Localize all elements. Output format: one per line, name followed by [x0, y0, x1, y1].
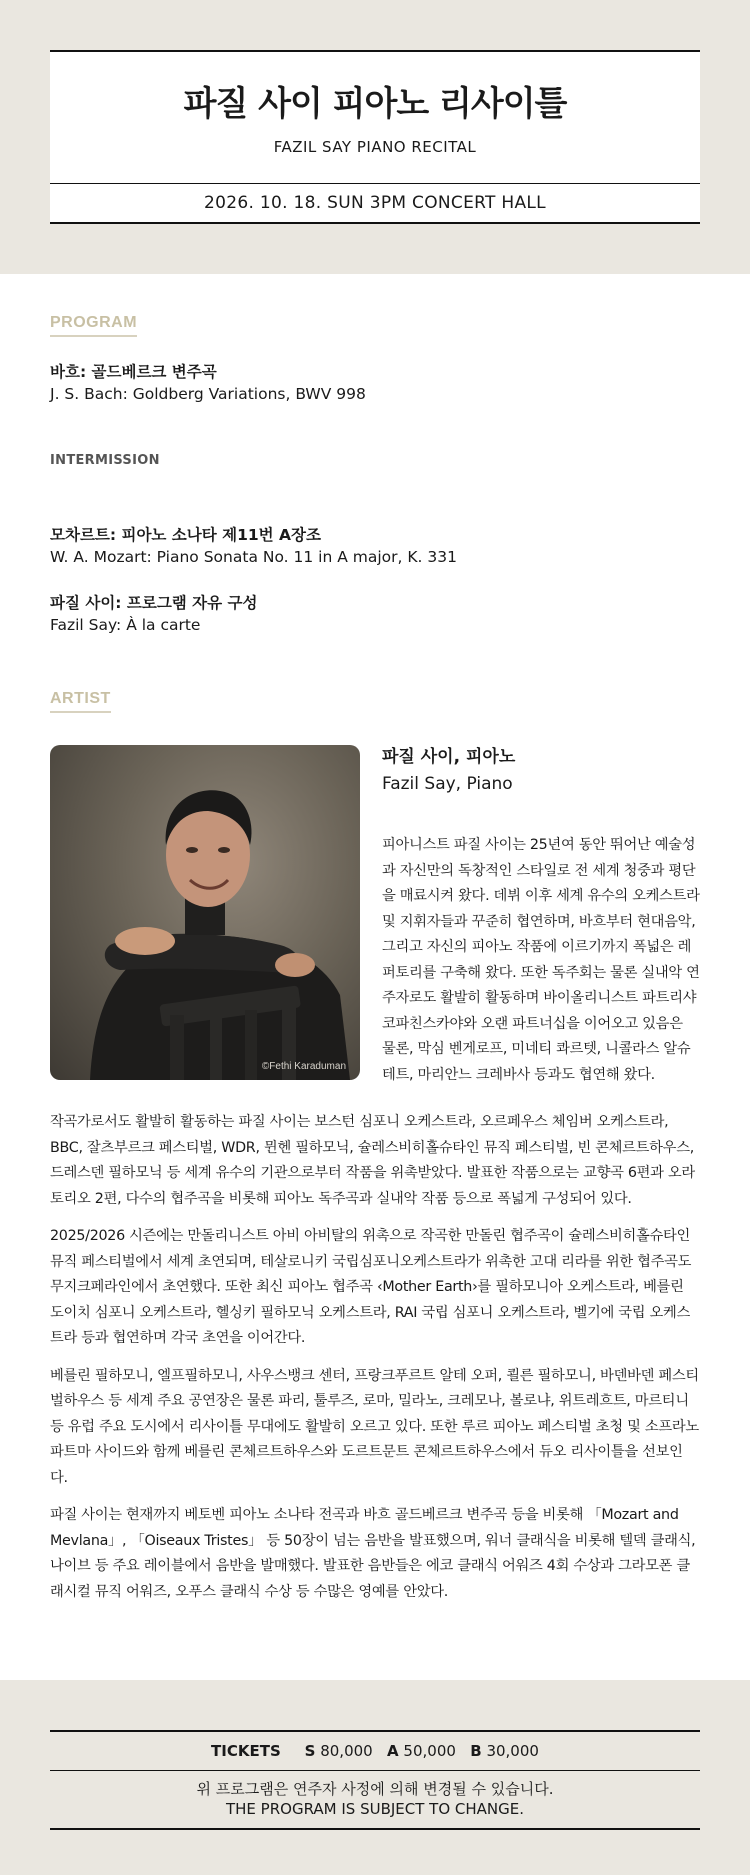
artist-info: [382, 745, 700, 1102]
price-grade: S: [304, 1742, 316, 1760]
ticket-prices: [50, 1732, 700, 1771]
title-korean: 파질 사이 피아노 리사이틀: [183, 84, 567, 124]
program-item: [50, 592, 700, 636]
intermission-label: INTERMISSION: [50, 453, 160, 468]
main-content: [0, 274, 750, 1605]
artist-bio-paragraph: 베를린 필하모니, 엘프필하모니, 사우스뱅크 센터, 프랑크푸르트 알테 오퍼, 쾰른 필하모니, 바덴바덴 페스티벌하우스 등 세계 주요 공연장은 물론 파리, 툴루즈, 로마, 밀라노, 크레모나, 볼로냐, 위트레흐트, 마르티니 등 유럽 주요 도시에서 리사이틀 무대에도 활발히 오르고 있다. 또한 루르 피아노 페스티벌 초청 및 소프라노 파트마 사이드와 함께 베를린 콘체르트하우스와 도르트문트 콘체르트하우스에서 듀오 리사이틀을 선보인다.: [50, 1367, 699, 1486]
price-value: 50,000: [403, 1742, 456, 1760]
ticket-box: [50, 1730, 700, 1830]
artist-label: ARTIST: [50, 690, 111, 713]
header: [0, 0, 750, 274]
title-english: FAZIL SAY PIANO RECITAL: [273, 138, 477, 156]
tickets-label: TICKETS: [211, 1742, 281, 1760]
notice-korean: 위 프로그램은 연주자 사정에 의해 변경될 수 있습니다.: [196, 1780, 554, 1798]
artist-bio-intro: 피아니스트 파질 사이는 25년여 동안 뛰어난 예술성과 자신만의 독창적인 스타일로 전 세계 청중과 평단을 매료시켜 왔다. 데뷔 이후 세계 유수의 오케스트라 및 지휘자들과 꾸준히 협연하며, 바흐부터 현대음악, 그리고 자신의 피아노 작품에 이르기까지 폭넓은 레퍼토리를 구축해 왔다. 또한 독주회는 물론 실내악 연주자로도 활발히 활동하며 바이올리니스트 파트리샤 코파친스카야와 오랜 파트너십을 이어오고 있음은 물론, 막심 벤게로프, 미네티 콰르텟, 니콜라스 알슈테트, 마리안느 크레바사 등과도 협연해 왔다.: [382, 837, 700, 1083]
program-label: PROGRAM: [50, 314, 137, 337]
artist-bio-paragraph: 파질 사이는 현재까지 베토벤 피아노 소나타 전곡과 바흐 골드베르크 변주곡 등을 비롯해 「Mozart and Mevlana」, 「Oiseaux Tristes」 등 50장이 넘는 음반을 발표했으며, 워너 클래식을 비롯해 텔덱 클래식, 나이브 등 주요 레이블에서 음반을 발매했다. 발표한 음반들은 에코 클래식 어워즈 4회 수상과 그라모폰 클래시컬 뮤직 어워즈, 오푸스 클래식 수상 등 수많은 영예를 안았다.: [50, 1507, 696, 1600]
change-notice: [50, 1771, 700, 1828]
program-item: [50, 361, 700, 405]
artist-bio-paragraph: 2025/2026 시즌에는 만돌리니스트 아비 아비탈의 위촉으로 작곡한 만돌린 협주곡이 슐레스비히홀슈타인 뮤직 페스티벌에서 세계 초연되며, 테살로니키 국립심포니오케스트라가 위촉한 고대 리라를 위한 협주곡도 무지크페라인에서 초연했다. 또한 최신 피아노 협주곡 ‹Mother Earth›를 필하모니아 오케스트라, 베를린 도이치 심포니 오케스트라, 헬싱키 필하모닉 오케스트라, RAI 국립 심포니 오케스트라, 벨기에 국립 오케스트라 등과 협연하며 각국 초연을 이어간다.: [50, 1228, 692, 1347]
program-item-title-ko: 바흐: 골드베르크 변주곡: [50, 363, 217, 381]
program-item-title-en: Fazil Say: À la carte: [50, 616, 201, 634]
program-item: [50, 524, 700, 568]
artist-name-ko: 파질 사이, 피아노: [382, 747, 516, 767]
artist-block: [50, 745, 700, 1102]
artist-portrait-illustration: [50, 745, 360, 1080]
title-box: [50, 50, 700, 224]
program-item-title-ko: 파질 사이: 프로그램 자유 구성: [50, 594, 258, 612]
price-value: 80,000: [320, 1742, 373, 1760]
notice-english: THE PROGRAM IS SUBJECT TO CHANGE.: [225, 1800, 525, 1818]
photo-credit: ©Fethi Karaduman: [261, 1061, 346, 1072]
artist-name-en: Fazil Say, Piano: [382, 774, 513, 794]
price-value: 30,000: [486, 1742, 539, 1760]
title-block: [50, 52, 700, 184]
concert-date: 2026. 10. 18. SUN 3PM CONCERT HALL: [204, 193, 546, 213]
program-item-title-en: J. S. Bach: Goldberg Variations, BWV 998: [50, 385, 366, 403]
program-item-title-en: W. A. Mozart: Piano Sonata No. 11 in A major, K. 331: [50, 548, 457, 566]
artist-bio-paragraph: 작곡가로서도 활발히 활동하는 파질 사이는 보스턴 심포니 오케스트라, 오르페우스 체임버 오케스트라, BBC, 잘츠부르크 페스티벌, WDR, 뮌헨 필하모닉, 슐레스비히홀슈타인 뮤직 페스티벌, 빈 콘체르트하우스, 드레스덴 필하모닉 등 세계 유수의 기관으로부터 작품을 위촉받았다. 발표한 작품으로는 교향곡 6편과 오라토리오 2편, 다수의 협주곡을 비롯해 피아노 독주곡과 실내악 작품 등으로 폭넓게 구성되어 있다.: [50, 1114, 695, 1207]
artist-photo: [50, 745, 360, 1080]
footer: [0, 1680, 750, 1875]
program-item-title-ko: 모차르트: 피아노 소나타 제11번 A장조: [50, 526, 321, 544]
price-grade: B: [470, 1742, 482, 1760]
price-grade: A: [387, 1742, 399, 1760]
